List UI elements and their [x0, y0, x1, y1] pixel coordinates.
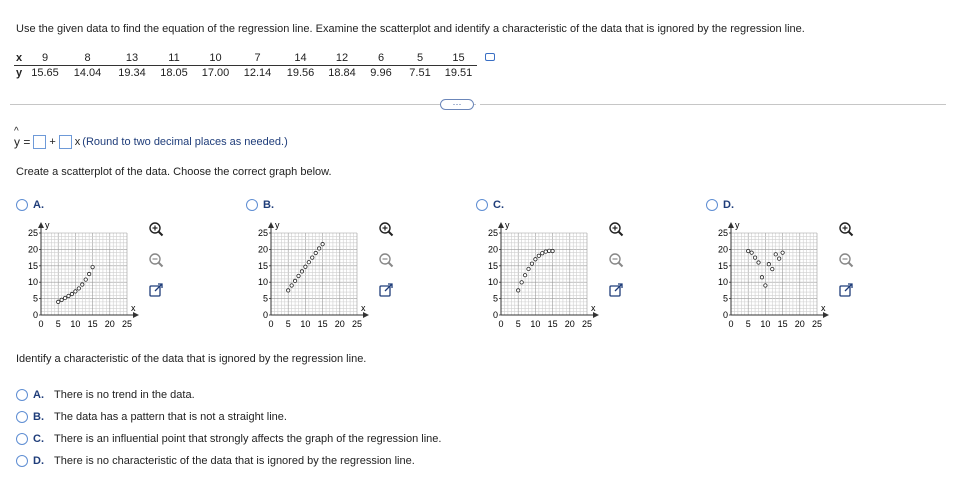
y-value-cell: 19.34	[118, 67, 146, 79]
scatter-point	[304, 265, 307, 268]
x-value-cell: 12	[322, 51, 362, 66]
y-tick-label: 5	[722, 293, 728, 304]
scatter-point	[747, 249, 750, 252]
y-value-cell: 9.96	[370, 67, 392, 79]
scatter-point	[287, 289, 290, 292]
y-tick-label: 20	[257, 244, 268, 255]
radio-d[interactable]	[16, 455, 28, 467]
scatter-point	[767, 262, 770, 265]
scatter-point	[517, 289, 520, 292]
scatter-point	[777, 257, 780, 260]
x-tick-label: 25	[121, 319, 133, 329]
y-tick-label: 20	[27, 244, 38, 255]
x-axis-label: x	[131, 303, 136, 313]
graph-option-c[interactable]	[476, 199, 504, 211]
answer-text: There is no trend in the data.	[54, 389, 195, 401]
y-value-cell: 18.05	[160, 67, 188, 79]
x-value-cell: 15	[440, 51, 477, 66]
scatter-point	[544, 250, 547, 253]
x-tick-label: 10	[530, 319, 541, 329]
scatterplot-d	[714, 218, 844, 338]
x-tick-label: 20	[334, 319, 345, 329]
scatterplot-a	[24, 218, 154, 338]
zoom-in-icon[interactable]	[148, 221, 164, 237]
x-tick-label: 0	[498, 319, 504, 329]
scatter-point	[764, 284, 767, 287]
y-value-cell: 7.51	[409, 67, 431, 79]
x-row-label: x	[14, 51, 26, 66]
x-value-cell: 10	[195, 51, 236, 66]
y-tick-label: 10	[27, 277, 38, 288]
x-tick-label: 5	[55, 319, 61, 329]
x-tick-label: 25	[581, 319, 593, 329]
answer-option-a[interactable]	[16, 389, 195, 401]
scatter-point	[527, 267, 530, 270]
x-value-cell: 11	[153, 51, 195, 66]
zoom-out-icon[interactable]	[838, 252, 854, 268]
graph-radio[interactable]	[16, 199, 28, 211]
x-tick-label: 25	[811, 319, 823, 329]
x-tick-label: 5	[285, 319, 291, 329]
y-axis-label: y	[735, 220, 740, 230]
scatterplot-c	[484, 218, 614, 338]
y-value-cell: 19.51	[444, 67, 473, 79]
zoom-out-icon[interactable]	[608, 252, 624, 268]
scatter-point	[63, 296, 66, 299]
radio-b[interactable]	[16, 411, 28, 423]
scatter-point	[520, 281, 523, 284]
answer-letter: D.	[33, 455, 44, 467]
scatter-point	[70, 292, 73, 295]
zoom-in-icon[interactable]	[838, 221, 854, 237]
graph-option-b[interactable]	[246, 199, 274, 211]
graph-letter: B.	[263, 199, 274, 211]
y-tick-label: 5	[32, 293, 38, 304]
x-tick-label: 0	[268, 319, 274, 329]
divider-right	[480, 104, 946, 105]
answer-text: There is no characteristic of the data that is ignored by the regression line.	[54, 455, 415, 467]
y-tick-label: 5	[262, 293, 268, 304]
x-value-cell: 7	[236, 51, 279, 66]
answer-option-d[interactable]	[16, 455, 415, 467]
instructions: Use the given data to find the equation of the regression line. Examine the scatterplot and identify a characteristic of the data that is ignored by the regression line.	[16, 23, 805, 35]
graph-letter: A.	[33, 199, 44, 211]
slope-input[interactable]	[59, 135, 72, 149]
equation-row	[14, 135, 288, 149]
y-tick-label: 15	[717, 260, 728, 271]
scatter-point	[311, 256, 314, 259]
scatter-point	[750, 251, 753, 254]
intercept-input[interactable]	[33, 135, 46, 149]
scatter-point	[91, 265, 94, 268]
graph-option-a[interactable]	[16, 199, 44, 211]
y-tick-label: 25	[257, 228, 268, 238]
scatter-point	[290, 284, 293, 287]
x-tick-label: 10	[300, 319, 311, 329]
x-tick-label: 20	[564, 319, 575, 329]
scatter-point	[314, 251, 317, 254]
zoom-in-icon[interactable]	[378, 221, 394, 237]
answer-option-c[interactable]	[16, 433, 441, 445]
x-value-cell: 14	[279, 51, 322, 66]
popout-icon[interactable]	[838, 282, 854, 298]
scatter-point	[547, 249, 550, 252]
x-tick-label: 15	[547, 319, 558, 329]
scatter-point	[77, 287, 80, 290]
scatterplot-b	[254, 218, 384, 338]
scatter-point	[317, 247, 320, 250]
graph-letter: C.	[493, 199, 504, 211]
x-tick-label: 5	[745, 319, 751, 329]
scatter-point	[541, 252, 544, 255]
scatter-point	[57, 300, 60, 303]
scatter-point	[530, 262, 533, 265]
x-tick-label: 10	[70, 319, 81, 329]
y-tick-label: 20	[717, 244, 728, 255]
y-tick-label: 15	[257, 260, 268, 271]
x-value-cell: 6	[362, 51, 400, 66]
answer-text: The data has a pattern that is not a straight line.	[54, 411, 287, 423]
y-value-cell: 12.14	[243, 67, 272, 79]
y-tick-label: 25	[717, 228, 728, 238]
x-tick-label: 25	[351, 319, 363, 329]
divider-left	[10, 104, 476, 105]
question-text: Identify a characteristic of the data that is ignored by the regression line.	[16, 353, 367, 365]
more-button[interactable]: ···	[440, 99, 474, 110]
graph-radio[interactable]	[246, 199, 258, 211]
scatter-point	[753, 256, 756, 259]
scatter-point	[67, 294, 70, 297]
x-axis-label: x	[591, 303, 596, 313]
y-axis-label: y	[275, 220, 280, 230]
y-axis-label: y	[45, 220, 50, 230]
popout-icon[interactable]	[148, 282, 164, 298]
scatter-point	[523, 273, 526, 276]
y-tick-label: 15	[487, 260, 498, 271]
scatter-point	[774, 253, 777, 256]
scatter-point	[81, 283, 84, 286]
scatter-point	[74, 290, 77, 293]
x-tick-label: 0	[38, 319, 44, 329]
x-tick-label: 20	[104, 319, 115, 329]
y-tick-label: 0	[492, 310, 498, 320]
y-tick-label: 10	[717, 277, 728, 288]
y-tick-label: 25	[27, 228, 38, 238]
y-tick-label: 15	[27, 260, 38, 271]
scatter-point	[297, 274, 300, 277]
y-value-cell: 17.00	[201, 67, 230, 79]
scatter-point	[781, 251, 784, 254]
popout-icon[interactable]	[608, 282, 624, 298]
scatter-point	[757, 261, 760, 264]
plus-sign: +	[49, 136, 56, 148]
y-value-cell: 19.56	[286, 67, 315, 79]
popout-icon[interactable]	[378, 282, 394, 298]
scatter-point	[84, 278, 87, 281]
y-row-label: y	[16, 67, 23, 79]
y-tick-label: 0	[262, 310, 268, 320]
answer-option-b[interactable]	[16, 411, 287, 423]
graph-letter: D.	[723, 199, 734, 211]
scatter-point	[293, 279, 296, 282]
y-value-cell: 14.04	[73, 67, 102, 79]
zoom-in-icon[interactable]	[608, 221, 624, 237]
x-tick-label: 5	[515, 319, 521, 329]
scatter-point	[551, 249, 554, 252]
y-axis-label: y	[505, 220, 510, 230]
zoom-out-icon[interactable]	[148, 252, 164, 268]
scatter-point	[534, 258, 537, 261]
scatter-point	[87, 272, 90, 275]
y-tick-label: 5	[492, 293, 498, 304]
zoom-out-icon[interactable]	[378, 252, 394, 268]
x-tick-label: 15	[777, 319, 788, 329]
y-tick-label: 10	[487, 277, 498, 288]
answer-letter: A.	[33, 389, 44, 401]
y-tick-label: 0	[32, 310, 38, 320]
y-tick-label: 10	[257, 277, 268, 288]
y-hat-label: ^ y =	[14, 135, 30, 149]
x-value-cell: 5	[400, 51, 440, 66]
radio-c[interactable]	[16, 433, 28, 445]
scatter-point	[60, 298, 63, 301]
scatter-point	[300, 270, 303, 273]
graph-radio[interactable]	[476, 199, 488, 211]
x-value-cell: 9	[26, 51, 64, 66]
answer-text: There is an influential point that strongly affects the graph of the regression line.	[54, 433, 442, 445]
rounding-hint: (Round to two decimal places as needed.)	[82, 136, 288, 148]
answer-letter: C.	[33, 433, 44, 445]
scatter-point	[537, 254, 540, 257]
copy-data-icon[interactable]	[485, 53, 495, 61]
y-value-cell: 15.65	[31, 67, 59, 79]
graph-option-d[interactable]	[706, 199, 734, 211]
x-axis-label: x	[821, 303, 826, 313]
y-tick-label: 20	[487, 244, 498, 255]
scatter-point	[321, 242, 324, 245]
answer-letter: B.	[33, 411, 44, 423]
scatter-point	[307, 260, 310, 263]
graph-radio[interactable]	[706, 199, 718, 211]
x-tick-label: 20	[794, 319, 805, 329]
y-tick-label: 0	[722, 310, 728, 320]
x-tick-label: 15	[317, 319, 328, 329]
x-value-cell: 8	[64, 51, 111, 66]
x-axis-label: x	[361, 303, 366, 313]
scatter-point	[771, 267, 774, 270]
x-value-cell: 13	[111, 51, 153, 66]
x-tick-label: 15	[87, 319, 98, 329]
y-value-cell: 18.84	[328, 67, 356, 79]
y-tick-label: 25	[487, 228, 498, 238]
data-table	[14, 51, 477, 80]
x-tick-label: 10	[760, 319, 771, 329]
scatter-prompt: Create a scatterplot of the data. Choose the correct graph below.	[16, 166, 332, 178]
scatter-point	[760, 276, 763, 279]
x-tick-label: 0	[728, 319, 734, 329]
radio-a[interactable]	[16, 389, 28, 401]
x-term: x	[74, 136, 81, 148]
